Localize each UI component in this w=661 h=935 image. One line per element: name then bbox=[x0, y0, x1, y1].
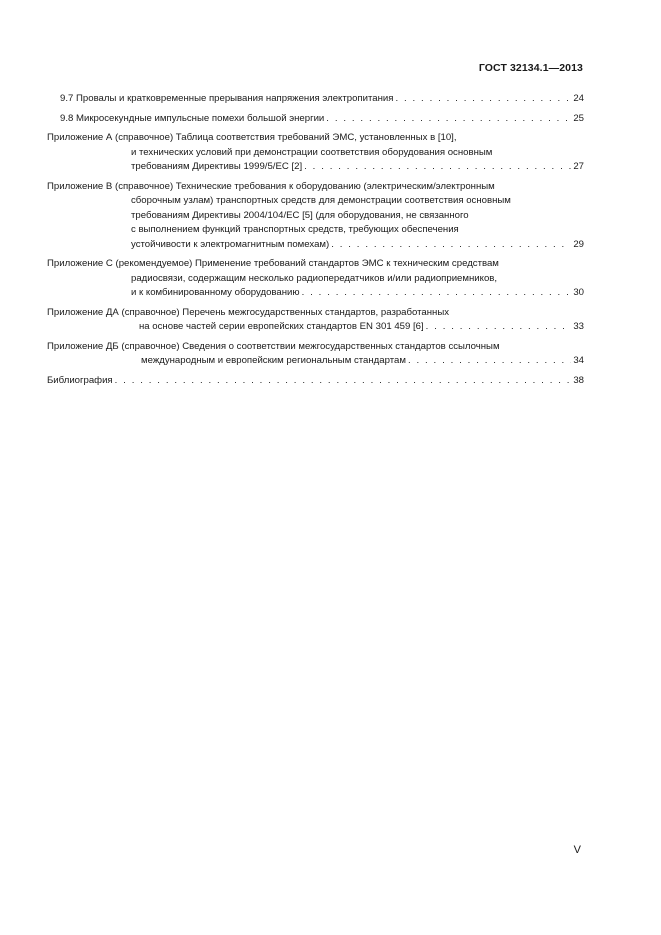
toc-entry-appendix-da bbox=[47, 306, 584, 335]
toc-entry-continuation: и к комбинированному оборудованию bbox=[131, 287, 300, 298]
toc-leader-dots bbox=[304, 160, 571, 175]
toc-entry-title: Приложение ДА (справочное) Перечень межгосударственных стандартов, разработанных bbox=[47, 306, 450, 318]
toc-entry-continuation: радиосвязи, содержащим несколько радиопередатчиков и/или радиоприемников, bbox=[131, 272, 498, 284]
toc-page-number: 27 bbox=[573, 161, 584, 172]
toc-leader-dots bbox=[115, 374, 572, 389]
toc-page-number: 25 bbox=[573, 112, 584, 124]
toc-entry-appendix-db bbox=[47, 340, 584, 369]
document-header: ГОСТ 32134.1—2013 bbox=[478, 62, 583, 74]
toc-entry-title: Приложение ДБ (справочное) Сведения о соответствии межгосударственных стандартов ссылочным bbox=[47, 340, 500, 352]
toc-page-number: 24 bbox=[573, 93, 584, 104]
toc-page-number: 29 bbox=[573, 238, 584, 250]
toc-page-number: 33 bbox=[573, 321, 584, 332]
page-number: V bbox=[573, 844, 581, 856]
table-of-contents bbox=[47, 92, 584, 393]
toc-entry-9-8 bbox=[47, 112, 584, 127]
toc-entry-title: Библиография bbox=[47, 374, 113, 386]
toc-entry-title: 9.7 Провалы и кратковременные прерывания напряжения электропитания bbox=[60, 93, 394, 104]
toc-entry-title: Приложение В (справочное) Технические требования к оборудованию (электрическим/электронным bbox=[47, 180, 495, 192]
toc-entry-title: Приложение А (справочное) Таблица соответствия требований ЭМС, установленных в [10], bbox=[47, 132, 457, 143]
toc-entry-bibliography bbox=[47, 374, 584, 389]
toc-entry-title: 9.8 Микросекундные импульсные помехи большой энергии bbox=[60, 112, 325, 124]
toc-page-number: 30 bbox=[573, 287, 584, 298]
toc-leader-dots bbox=[331, 238, 571, 253]
toc-entry-9-7 bbox=[47, 92, 584, 107]
toc-entry-appendix-b bbox=[47, 180, 584, 253]
toc-entry-continuation: на основе частей серии европейских стандартов EN 301 459 [6] bbox=[139, 321, 424, 332]
toc-entry-continuation: и технических условий при демонстрации соответствия оборудования основным bbox=[131, 146, 493, 158]
toc-leader-dots bbox=[408, 354, 571, 369]
toc-entry-continuation: требованиям Директивы 1999/5/ЕС [2] bbox=[131, 161, 303, 172]
toc-leader-dots bbox=[302, 286, 572, 301]
toc-entry-appendix-a bbox=[47, 131, 584, 175]
toc-entry-continuation: с выполнением функций транспортных средств, требующих обеспечения bbox=[131, 224, 459, 235]
toc-entry-title: Приложение С (рекомендуемое) Применение требований стандартов ЭМС к техническим средствам bbox=[47, 258, 499, 269]
toc-leader-dots bbox=[426, 320, 572, 335]
toc-leader-dots bbox=[395, 92, 571, 107]
toc-leader-dots bbox=[326, 112, 571, 127]
toc-page-number: 38 bbox=[573, 374, 584, 386]
toc-entry-continuation: сборочным узлам) транспортных средств для демонстрации соответствия основным bbox=[131, 195, 511, 206]
toc-entry-continuation: устойчивости к электромагнитным помехам) bbox=[131, 238, 330, 250]
toc-entry-continuation: требованиям Директивы 2004/104/ЕС [5] (для оборудования, не связанного bbox=[131, 209, 469, 221]
toc-page-number: 34 bbox=[573, 355, 584, 366]
toc-entry-appendix-c bbox=[47, 257, 584, 301]
toc-entry-continuation: международным и европейским региональным стандартам bbox=[141, 355, 406, 366]
